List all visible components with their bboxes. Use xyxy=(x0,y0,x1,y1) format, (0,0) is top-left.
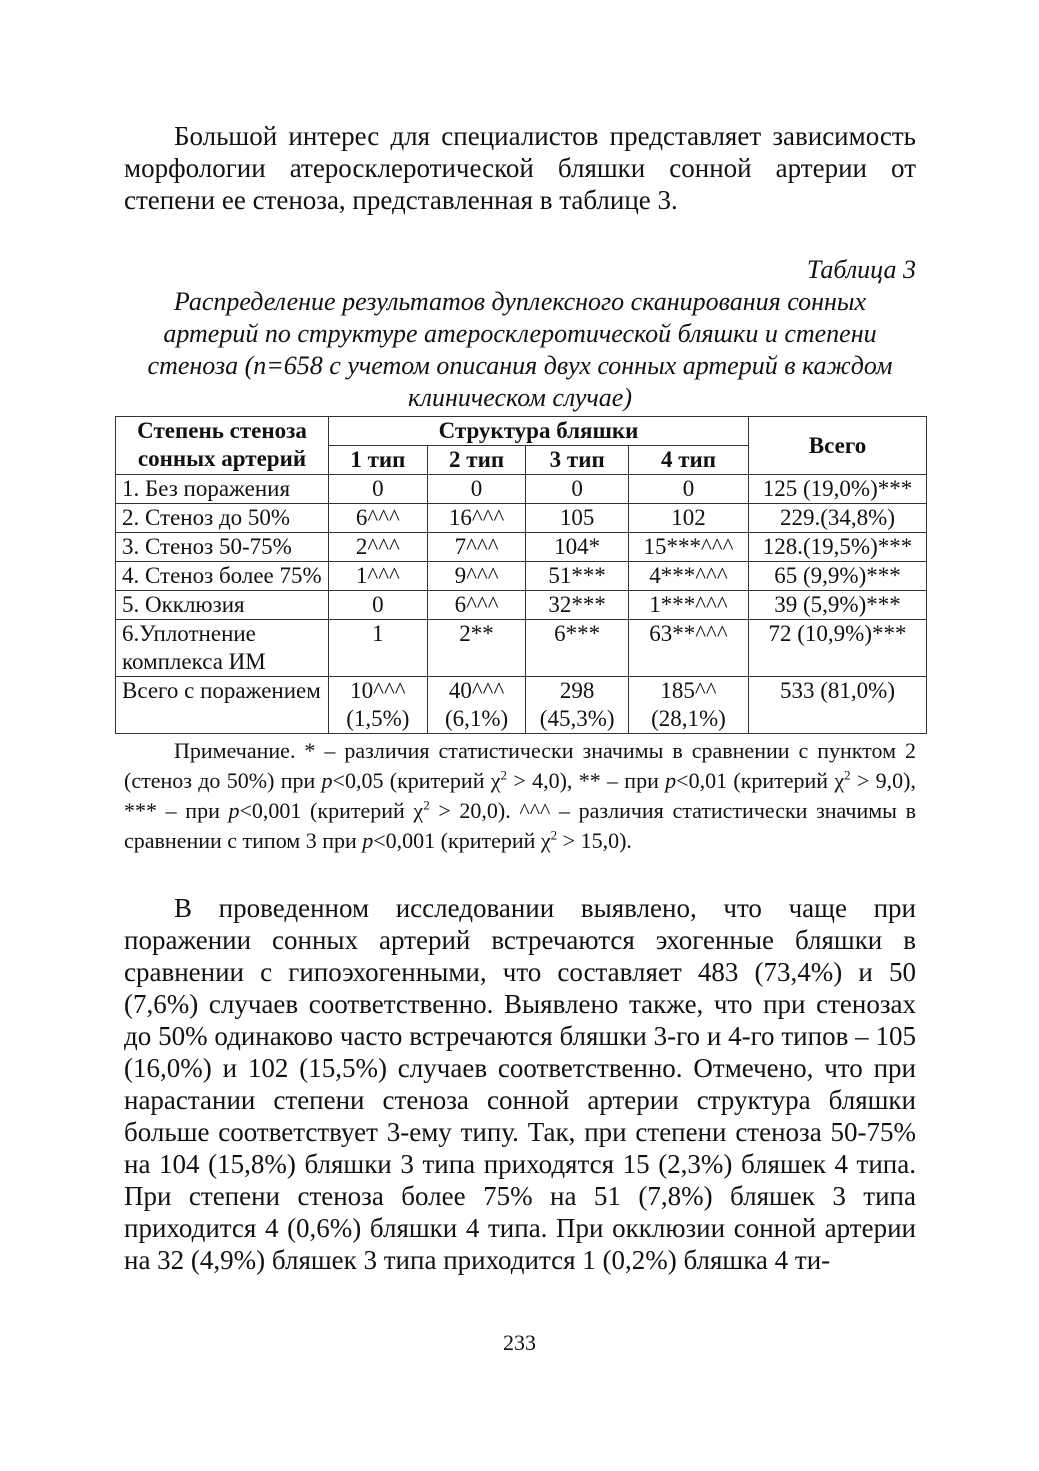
table-row xyxy=(116,533,927,562)
note-text: > 9,0), *** – при xyxy=(124,768,916,823)
note-text: <0,01 (критерий χ xyxy=(676,768,845,793)
note-superscript: 2 xyxy=(423,797,430,813)
table-cell: 102 xyxy=(628,504,748,533)
table-cell: 63**^^^ xyxy=(628,620,748,677)
table-cell: 16^^^ xyxy=(427,504,526,533)
table-cell: 1 xyxy=(329,620,428,677)
row-label: 2. Стеноз до 50% xyxy=(116,504,329,533)
table-row xyxy=(116,677,927,734)
intro-paragraph: Большой интерес для специалистов представляет зависимость морфологии атеросклеротической бляшки сонной артерии от степени ее стеноза, представленная в таблице 3. xyxy=(124,121,916,215)
table-cell: 6^^^ xyxy=(427,591,526,620)
table-title: Распределение результатов дуплексного сканирования сонных артерий по структуре атеросклеротической бляшки и степени стеноза (n=658 с учетом описания двух сонных артерий в каждом клиническом случае) xyxy=(147,287,893,412)
table-cell: 229.(34,8%) xyxy=(749,504,927,533)
row-label: 6.Уплотнение комплекса ИМ xyxy=(116,620,329,677)
note-text: > 4,0), ** – при xyxy=(507,768,666,793)
table-cell: 185^^ (28,1%) xyxy=(628,677,748,734)
note-text: Примечание. * – различия статистически значимы в сравнении с пунктом 2 (стеноз до 50%) при xyxy=(124,738,916,793)
header-type-4: 4 тип xyxy=(628,446,748,475)
header-type-2: 2 тип xyxy=(427,446,526,475)
table-cell: 6*** xyxy=(526,620,629,677)
note-text: > 20,0). ^^^ – различия статистически значимы в сравнении с типом 3 при xyxy=(124,798,917,853)
table-cell: 0 xyxy=(526,475,629,504)
header-type-3: 3 тип xyxy=(526,446,629,475)
table-cell: 39 (5,9%)*** xyxy=(749,591,927,620)
note-superscript: 2 xyxy=(844,767,851,783)
table-cell: 1^^^ xyxy=(329,562,428,591)
table-cell: 0 xyxy=(427,475,526,504)
table-row xyxy=(116,504,927,533)
table-cell: 2** xyxy=(427,620,526,677)
table-cell: 1***^^^ xyxy=(628,591,748,620)
table-cell: 533 (81,0%) xyxy=(749,677,927,734)
row-label: Всего с поражением xyxy=(116,677,329,734)
table-cell: 105 xyxy=(526,504,629,533)
row-label: 4. Стеноз более 75% xyxy=(116,562,329,591)
table-row xyxy=(116,475,927,504)
note-text: <0,001 (критерий χ xyxy=(373,828,551,853)
table-label: Таблица 3 xyxy=(806,255,916,284)
table-cell: 2^^^ xyxy=(329,533,428,562)
note-p-symbol: p xyxy=(362,828,374,853)
note-p-symbol: p xyxy=(228,798,240,823)
table-cell: 65 (9,9%)*** xyxy=(749,562,927,591)
table-row xyxy=(116,620,927,677)
table-cell: 0 xyxy=(628,475,748,504)
results-paragraph: В проведенном исследовании выявлено, что чаще при поражении сонных артерий встречаются эхогенные бляшки в сравнении с гипоэхогенными, что составляет 483 (73,4%) и 50 (7,6%) случаев соответственно. Выявлено также, что при стенозах до 50% одинаково часто встречаются бляшки 3-го и 4-го типов – 105 (16,0%) и 102 (15,5%) случаев соответственно. Отмечено, что при нарастании степени стеноза сонной артерии структура бляшки больше соответствует 3-ему типу. Так, при степени стеноза 50-75% на 104 (15,8%) бляшки 3 типа приходятся 15 (2,3%) бляшек 4 типа. При степени стеноза более 75% на 51 (7,8%) бляшек 3 типа приходится 4 (0,6%) бляшки 4 типа. При окклюзии сонной артерии на 32 (4,9%) бляшек 3 типа приходится 1 (0,2%) бляшка 4 ти- xyxy=(124,893,916,1275)
note-superscript: 2 xyxy=(500,767,508,783)
table-cell: 298 (45,3%) xyxy=(526,677,629,734)
table-cell: 6^^^ xyxy=(329,504,428,533)
table-cell: 125 (19,0%)*** xyxy=(749,475,927,504)
table-cell: 128.(19,5%)*** xyxy=(749,533,927,562)
table-cell: 7^^^ xyxy=(427,533,526,562)
table-row xyxy=(116,591,927,620)
table-cell: 0 xyxy=(329,475,428,504)
table-cell: 40^^^ (6,1%) xyxy=(427,677,526,734)
table-cell: 15***^^^ xyxy=(628,533,748,562)
row-label: 3. Стеноз 50-75% xyxy=(116,533,329,562)
table-cell: 10^^^ (1,5%) xyxy=(329,677,428,734)
page-number: 233 xyxy=(503,1330,536,1355)
table-header-row xyxy=(116,417,927,446)
table-cell: 51*** xyxy=(526,562,629,591)
header-total: Всего xyxy=(749,417,927,475)
table-cell: 9^^^ xyxy=(427,562,526,591)
table-cell: 104* xyxy=(526,533,629,562)
page-content xyxy=(124,120,916,1276)
note-superscript: 2 xyxy=(550,827,558,843)
note-p-symbol: p xyxy=(321,768,333,793)
note-text: > 15,0). xyxy=(557,828,632,853)
note-text: <0,001 (критерий χ xyxy=(239,798,424,823)
row-label: 1. Без поражения xyxy=(116,475,329,504)
note-text: <0,05 (критерий χ xyxy=(332,768,501,793)
table-cell: 4***^^^ xyxy=(628,562,748,591)
header-structure: Структура бляшки xyxy=(329,417,749,446)
note-p-symbol: p xyxy=(665,768,677,793)
table-cell: 0 xyxy=(329,591,428,620)
row-label: 5. Окклюзия xyxy=(116,591,329,620)
data-table xyxy=(115,416,927,734)
table-note xyxy=(124,736,916,856)
header-stenosis: Степень стеноза сонных артерий xyxy=(116,417,329,475)
header-type-1: 1 тип xyxy=(329,446,428,475)
table-cell: 32*** xyxy=(526,591,629,620)
table-cell: 72 (10,9%)*** xyxy=(749,620,927,677)
table-row xyxy=(116,562,927,591)
